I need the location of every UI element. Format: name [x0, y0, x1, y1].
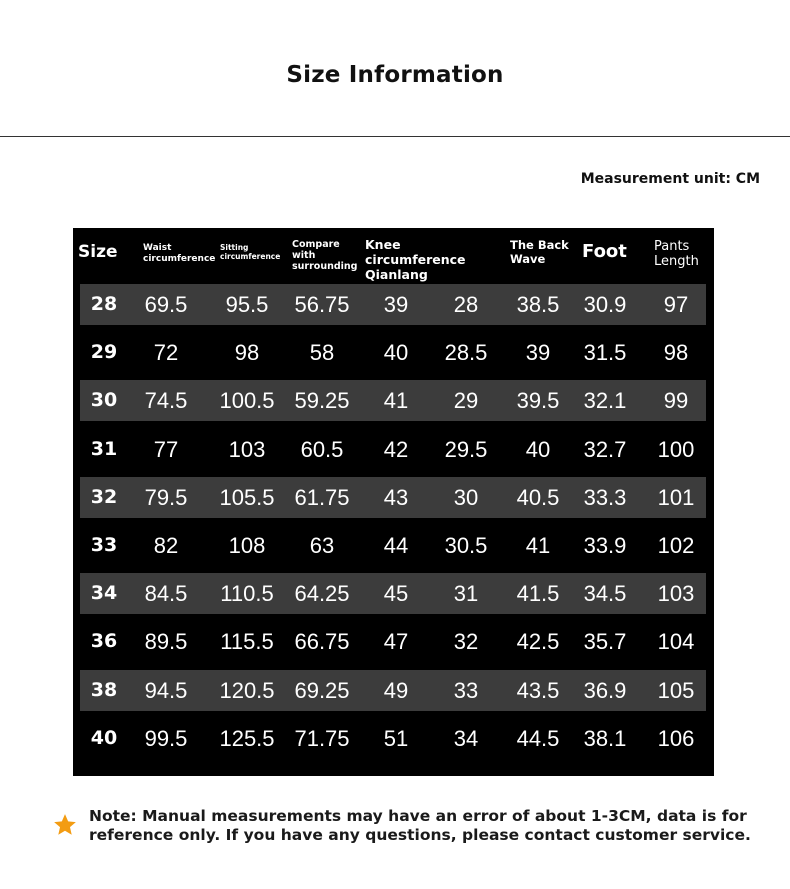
cell-compare: 60.5	[300, 436, 344, 462]
cell-waist: 99.5	[144, 725, 188, 751]
cell-compare: 71.75	[294, 725, 350, 751]
cell-length: 99	[663, 388, 689, 414]
cell-foot: 32.1	[583, 388, 627, 414]
cell-compare: 63	[309, 533, 335, 558]
cell-foot: 38.1	[583, 725, 627, 751]
cell-size: 33	[90, 534, 118, 556]
cell-back-wave: 41.5	[516, 581, 560, 607]
cell-sitting: 110.5	[220, 581, 274, 607]
cell-waist: 69.5	[144, 292, 188, 317]
cell-knee: 43	[383, 484, 409, 510]
cell-foot: 31.5	[583, 340, 627, 366]
cell-sitting: 108	[228, 533, 266, 558]
cell-size: 28	[90, 293, 118, 315]
cell-back-wave: 39	[525, 340, 551, 366]
star-icon	[52, 812, 78, 838]
cell-back-wave: 42.5	[516, 629, 560, 655]
cell-sitting: 98	[234, 340, 260, 366]
cell-qianlang: 32	[453, 629, 479, 655]
cell-back-wave: 43.5	[516, 677, 560, 703]
cell-knee: 51	[383, 725, 409, 751]
cell-foot: 33.3	[583, 484, 627, 510]
header-waist: Waist circumference	[143, 243, 216, 264]
cell-waist: 77	[153, 436, 179, 462]
header-size: Size	[78, 242, 118, 262]
cell-back-wave: 44.5	[516, 725, 560, 751]
cell-compare: 66.75	[294, 629, 350, 655]
cell-length: 97	[663, 292, 689, 317]
page-title: Size Information	[286, 62, 504, 88]
table-row	[80, 332, 706, 373]
cell-back-wave: 41	[525, 533, 551, 558]
cell-back-wave: 40.5	[516, 484, 560, 510]
cell-compare: 58	[309, 340, 335, 366]
cell-sitting: 95.5	[225, 292, 269, 317]
cell-foot: 34.5	[583, 581, 627, 607]
table-row	[80, 525, 706, 566]
cell-waist: 89.5	[144, 629, 188, 655]
header-pants-length: Pants Length	[654, 239, 699, 270]
cell-foot: 32.7	[583, 436, 627, 462]
title-divider	[0, 136, 790, 137]
cell-length: 102	[657, 533, 695, 558]
size-table	[73, 228, 714, 776]
cell-foot: 35.7	[583, 629, 627, 655]
cell-knee: 40	[383, 340, 409, 366]
cell-sitting: 125.5	[219, 725, 275, 751]
table-row	[80, 621, 706, 662]
cell-knee: 41	[383, 388, 409, 414]
cell-qianlang: 33	[453, 677, 479, 703]
measurement-unit: Measurement unit: CM	[580, 171, 760, 187]
cell-sitting: 100.5	[219, 388, 275, 414]
cell-waist: 94.5	[144, 677, 188, 703]
cell-knee: 42	[383, 436, 409, 462]
header-sitting: Sitting circumference	[220, 243, 281, 261]
cell-qianlang: 30.5	[444, 533, 488, 558]
cell-length: 100	[657, 436, 695, 462]
cell-compare: 59.25	[294, 388, 350, 414]
cell-size: 30	[90, 389, 118, 412]
header-knee: Knee circumference Qianlang	[365, 237, 466, 282]
cell-qianlang: 28	[453, 292, 479, 317]
cell-length: 106	[657, 725, 695, 751]
cell-qianlang: 28.5	[444, 340, 488, 366]
cell-knee: 49	[383, 677, 409, 703]
cell-qianlang: 34	[453, 725, 479, 751]
cell-foot: 33.9	[583, 533, 627, 558]
table-row	[80, 718, 706, 759]
cell-size: 32	[90, 485, 118, 508]
cell-qianlang: 31	[453, 581, 479, 607]
cell-back-wave: 38.5	[516, 292, 560, 317]
header-compare: Compare with surrounding	[292, 239, 358, 273]
cell-back-wave: 40	[525, 436, 551, 462]
cell-qianlang: 29	[453, 388, 479, 414]
cell-length: 105	[657, 677, 695, 703]
cell-foot: 30.9	[583, 292, 627, 317]
cell-foot: 36.9	[583, 677, 627, 703]
cell-knee: 44	[383, 533, 409, 558]
cell-compare: 69.25	[294, 677, 350, 703]
table-row	[80, 429, 706, 470]
table-row	[80, 477, 706, 518]
cell-size: 36	[90, 630, 118, 653]
cell-waist: 72	[153, 340, 179, 366]
cell-sitting: 103	[228, 436, 266, 462]
disclaimer-note: Note: Manual measurements may have an error of about 1-3CM, data is for reference only. If you have any questions, please contact customer service.	[89, 807, 751, 844]
cell-knee: 47	[383, 629, 409, 655]
cell-size: 31	[90, 437, 118, 460]
cell-sitting: 105.5	[219, 484, 275, 510]
table-row	[80, 380, 706, 421]
cell-length: 103	[657, 581, 695, 607]
cell-sitting: 120.5	[219, 677, 275, 703]
cell-length: 101	[657, 484, 695, 510]
table-row	[80, 573, 706, 614]
cell-length: 98	[663, 340, 689, 366]
cell-size: 40	[90, 726, 118, 749]
cell-qianlang: 30	[453, 484, 479, 510]
cell-knee: 45	[383, 581, 409, 607]
table-row	[80, 284, 706, 325]
cell-waist: 82	[153, 533, 179, 558]
cell-waist: 74.5	[144, 388, 188, 414]
cell-qianlang: 29.5	[444, 436, 488, 462]
cell-knee: 39	[383, 292, 409, 317]
cell-length: 104	[657, 629, 695, 655]
cell-size: 38	[90, 678, 118, 701]
header-back-wave: The Back Wave	[510, 238, 569, 266]
cell-size: 29	[90, 341, 118, 364]
cell-size: 34	[90, 582, 118, 605]
cell-compare: 61.75	[294, 484, 350, 510]
cell-back-wave: 39.5	[516, 388, 560, 414]
cell-waist: 79.5	[144, 484, 188, 510]
table-row	[80, 670, 706, 711]
header-foot: Foot	[582, 241, 627, 262]
cell-waist: 84.5	[144, 581, 188, 607]
cell-sitting: 115.5	[220, 629, 274, 655]
cell-compare: 64.25	[294, 581, 350, 607]
cell-compare: 56.75	[294, 292, 350, 317]
